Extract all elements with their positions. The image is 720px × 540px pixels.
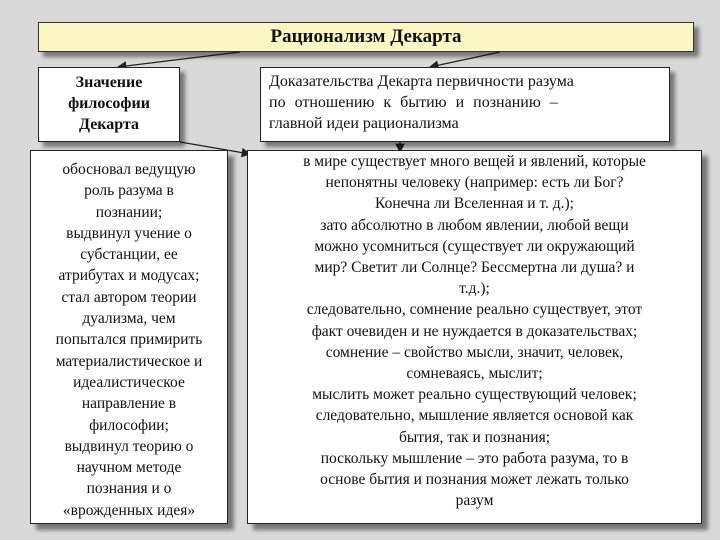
left-body-line: субстанции, ее [80,246,178,264]
title-box [38,22,694,52]
right-body-line: мир? Светит ли Солнце? Бессмертна ли душа? и [314,259,635,277]
left-body-line: роль разума в [84,182,174,200]
right-body-line: бытия, так и познания; [398,428,551,446]
right-body-box [247,150,702,524]
left-header-line: Декарта [78,116,140,133]
left-body-line: научном методе [76,459,182,477]
right-body-line: факт очевиден и не нуждается в доказательствах; [311,322,638,340]
left-body-line: атрибутах и модусах; [58,267,200,285]
right-body-line: сомневаясь, мыслит; [406,365,543,383]
left-body-line: выдвинул теорию о [64,437,194,455]
left-header-line: Значение [75,74,143,91]
left-body-line: стал автором теории [61,288,197,306]
right-body-line: поскольку мышление – это работа разума, то в [320,449,629,467]
left-header-box [38,67,180,142]
left-body-line: дуализма, чем [82,310,176,328]
left-body-line: идеалистическое [73,373,185,391]
left-body-line: выдвинул учение о [66,224,192,242]
left-body-line: «врожденных идея» [62,501,196,519]
right-body-line: в мире существует много вещей и явлений, которые [303,153,646,170]
right-body-line: следовательно, сомнение реально существует, этот [306,301,643,319]
left-body-line: направление в [81,395,177,413]
diagram-title: Рационализм Декарта [270,26,462,47]
left-body-box [30,150,228,524]
right-body-line: разум [455,492,494,510]
right-body-line: Конечна ли Вселенная и т. д.); [375,195,574,213]
left-header-line: философии [68,95,150,112]
right-header-box [260,67,670,142]
arrow-title-to-right [430,52,500,67]
right-header-line: по отношению к бытию и познанию – [269,94,558,111]
left-body-line: попытался примирить [55,331,203,349]
right-body-line: непонятны человеку (например: есть ли Бог? [325,174,624,192]
right-body-line: т.д.); [459,280,490,298]
left-body-line: обосновал ведущую [62,161,196,178]
left-body-line: познания и о [86,480,172,498]
left-body-line: философии; [89,416,169,434]
right-body-line: можно усомниться (существует ли окружающий [314,237,635,255]
right-body-line: сомнение – свойство мысли, значит, человек, [325,343,624,361]
arrow-title-to-left [118,52,240,67]
right-body-line: зато абсолютно в любом явлении, любой вещи [320,216,629,234]
left-body-line: материалистическое и [55,352,203,370]
right-body-line: основе бытия и познания может лежать только [320,471,629,489]
right-body-line: следовательно, мышление является основой как [315,407,634,425]
left-body-line: познании; [95,203,163,221]
right-body-line: мыслить может реально существующий человек; [312,386,637,404]
right-header-line: Доказательства Декарта первичности разума [269,73,574,90]
right-header-line: главной идеи рационализма [269,115,459,132]
